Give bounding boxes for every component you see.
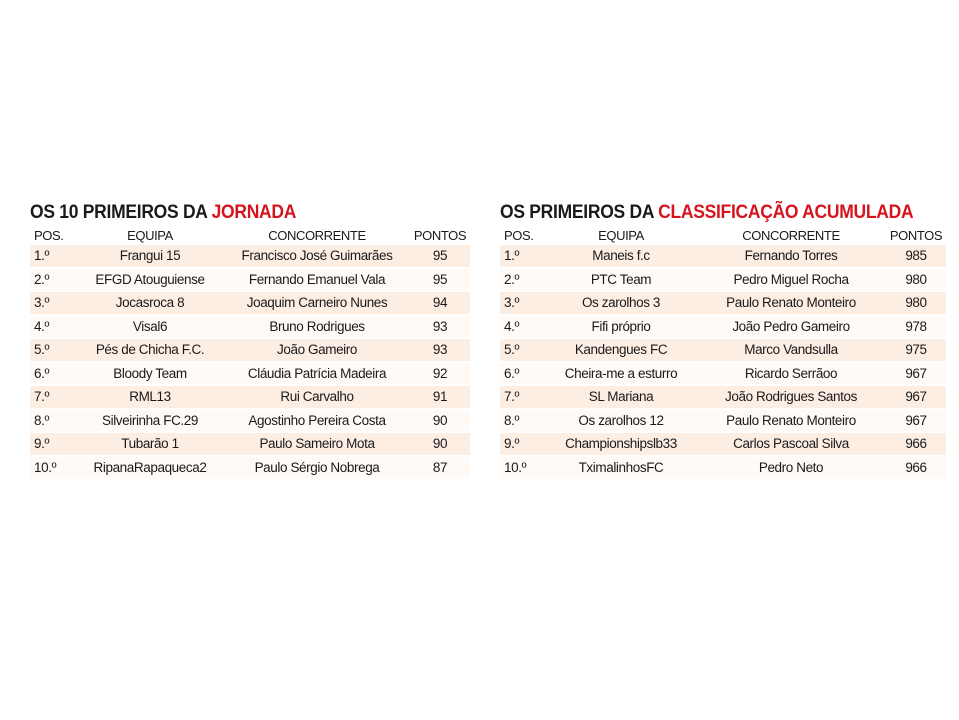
table-row (30, 338, 470, 362)
cell-points: 980 (886, 268, 946, 292)
cell-player: Cláudia Patrícia Madeira (224, 362, 410, 386)
accumulated-panel (500, 200, 946, 480)
cell-player: Joaquim Carneiro Nunes (224, 291, 410, 315)
cell-player: Paulo Sameiro Mota (224, 432, 410, 456)
cell-position: 5.º (30, 338, 76, 362)
cell-team: Os zarolhos 3 (546, 291, 696, 315)
cell-position: 8.º (500, 409, 546, 433)
cell-player: Pedro Miguel Rocha (696, 268, 886, 292)
cell-points: 95 (410, 245, 470, 268)
cell-player: Fernando Torres (696, 245, 886, 268)
jornada-title-prefix: OS 10 PRIMEIROS DA (30, 202, 212, 223)
cell-position: 2.º (500, 268, 546, 292)
table-row (500, 268, 946, 292)
cell-team: Maneis f.c (546, 245, 696, 268)
cell-position: 9.º (30, 432, 76, 456)
cell-position: 4.º (30, 315, 76, 339)
cell-team: Bloody Team (76, 362, 224, 386)
cell-position: 10.º (500, 456, 546, 480)
cell-position: 4.º (500, 315, 546, 339)
cell-player: Paulo Renato Monteiro (696, 291, 886, 315)
cell-position: 7.º (30, 385, 76, 409)
jornada-title-accent: JORNADA (211, 202, 297, 223)
cell-team: Tubarão 1 (76, 432, 224, 456)
table-row (30, 268, 470, 292)
jornada-header-row (30, 226, 470, 245)
cell-player: Bruno Rodrigues (224, 315, 410, 339)
cell-points: 93 (410, 338, 470, 362)
col-header-points: PONTOS (413, 228, 467, 243)
table-row (500, 245, 946, 268)
cell-points: 87 (410, 456, 470, 480)
cell-team: Silveirinha FC.29 (76, 409, 224, 433)
cell-points: 91 (410, 385, 470, 409)
cell-points: 978 (886, 315, 946, 339)
cell-position: 8.º (30, 409, 76, 433)
jornada-title (30, 200, 435, 226)
table-row (500, 432, 946, 456)
col-header-pos: POS. (34, 228, 64, 243)
cell-player: Agostinho Pereira Costa (224, 409, 410, 433)
accumulated-title-accent: CLASSIFICAÇÃO ACUMULADA (658, 202, 914, 223)
accumulated-title (500, 200, 914, 226)
cell-points: 966 (886, 432, 946, 456)
cell-points: 967 (886, 362, 946, 386)
accumulated-header-row (500, 226, 946, 245)
cell-team: TximalinhosFC (546, 456, 696, 480)
table-row (30, 456, 470, 480)
col-header-player: CONCORRENTE (742, 228, 840, 243)
cell-points: 93 (410, 315, 470, 339)
cell-team: Frangui 15 (76, 245, 224, 268)
table-row (30, 409, 470, 433)
cell-points: 90 (410, 432, 470, 456)
table-row (30, 362, 470, 386)
cell-position: 1.º (30, 245, 76, 268)
cell-player: João Pedro Gameiro (696, 315, 886, 339)
accumulated-rows (500, 245, 946, 479)
cell-points: 985 (886, 245, 946, 268)
accumulated-table (500, 226, 946, 480)
cell-team: PTC Team (546, 268, 696, 292)
table-row (500, 385, 946, 409)
cell-position: 6.º (30, 362, 76, 386)
cell-player: Marco Vandsulla (696, 338, 886, 362)
cell-team: Visal6 (76, 315, 224, 339)
table-row (30, 432, 470, 456)
table-row (500, 456, 946, 480)
jornada-rows (30, 245, 470, 479)
cell-position: 5.º (500, 338, 546, 362)
table-row (30, 315, 470, 339)
cell-team: Jocasroca 8 (76, 291, 224, 315)
cell-player: Francisco José Guimarães (224, 245, 410, 268)
cell-player: Rui Carvalho (224, 385, 410, 409)
table-row (500, 338, 946, 362)
cell-player: Ricardo Serrãoo (696, 362, 886, 386)
cell-player: Carlos Pascoal Silva (696, 432, 886, 456)
cell-player: Paulo Renato Monteiro (696, 409, 886, 433)
cell-team: Fifi próprio (546, 315, 696, 339)
cell-position: 7.º (500, 385, 546, 409)
table-row (500, 362, 946, 386)
cell-position: 3.º (30, 291, 76, 315)
cell-player: João Rodrigues Santos (696, 385, 886, 409)
cell-team: RipanaRapaqueca2 (76, 456, 224, 480)
jornada-table (30, 226, 470, 480)
cell-position: 10.º (30, 456, 76, 480)
cell-position: 1.º (500, 245, 546, 268)
col-header-player: CONCORRENTE (268, 228, 366, 243)
cell-team: Championshipslb33 (546, 432, 696, 456)
cell-player: João Gameiro (224, 338, 410, 362)
cell-team: Cheira-me a esturro (546, 362, 696, 386)
cell-points: 966 (886, 456, 946, 480)
cell-position: 3.º (500, 291, 546, 315)
cell-points: 92 (410, 362, 470, 386)
cell-team: Pés de Chicha F.C. (76, 338, 224, 362)
table-row (30, 245, 470, 268)
cell-points: 967 (886, 409, 946, 433)
table-row (500, 409, 946, 433)
cell-team: Kandengues FC (546, 338, 696, 362)
table-row (500, 291, 946, 315)
table-row (30, 291, 470, 315)
cell-team: RML13 (76, 385, 224, 409)
cell-points: 980 (886, 291, 946, 315)
cell-player: Pedro Neto (696, 456, 886, 480)
cell-points: 975 (886, 338, 946, 362)
cell-team: SL Mariana (546, 385, 696, 409)
col-header-pos: POS. (504, 228, 534, 243)
col-header-team: EQUIPA (598, 228, 644, 243)
cell-position: 6.º (500, 362, 546, 386)
cell-points: 967 (886, 385, 946, 409)
cell-player: Paulo Sérgio Nobrega (224, 456, 410, 480)
accumulated-title-prefix: OS PRIMEIROS DA (500, 202, 659, 223)
col-header-points: PONTOS (889, 228, 943, 243)
cell-team: Os zarolhos 12 (546, 409, 696, 433)
cell-points: 95 (410, 268, 470, 292)
table-row (30, 385, 470, 409)
cell-points: 94 (410, 291, 470, 315)
table-row (500, 315, 946, 339)
col-header-team: EQUIPA (127, 228, 173, 243)
cell-team: EFGD Atouguiense (76, 268, 224, 292)
cell-position: 2.º (30, 268, 76, 292)
cell-points: 90 (410, 409, 470, 433)
cell-position: 9.º (500, 432, 546, 456)
cell-player: Fernando Emanuel Vala (224, 268, 410, 292)
jornada-panel (30, 200, 470, 480)
